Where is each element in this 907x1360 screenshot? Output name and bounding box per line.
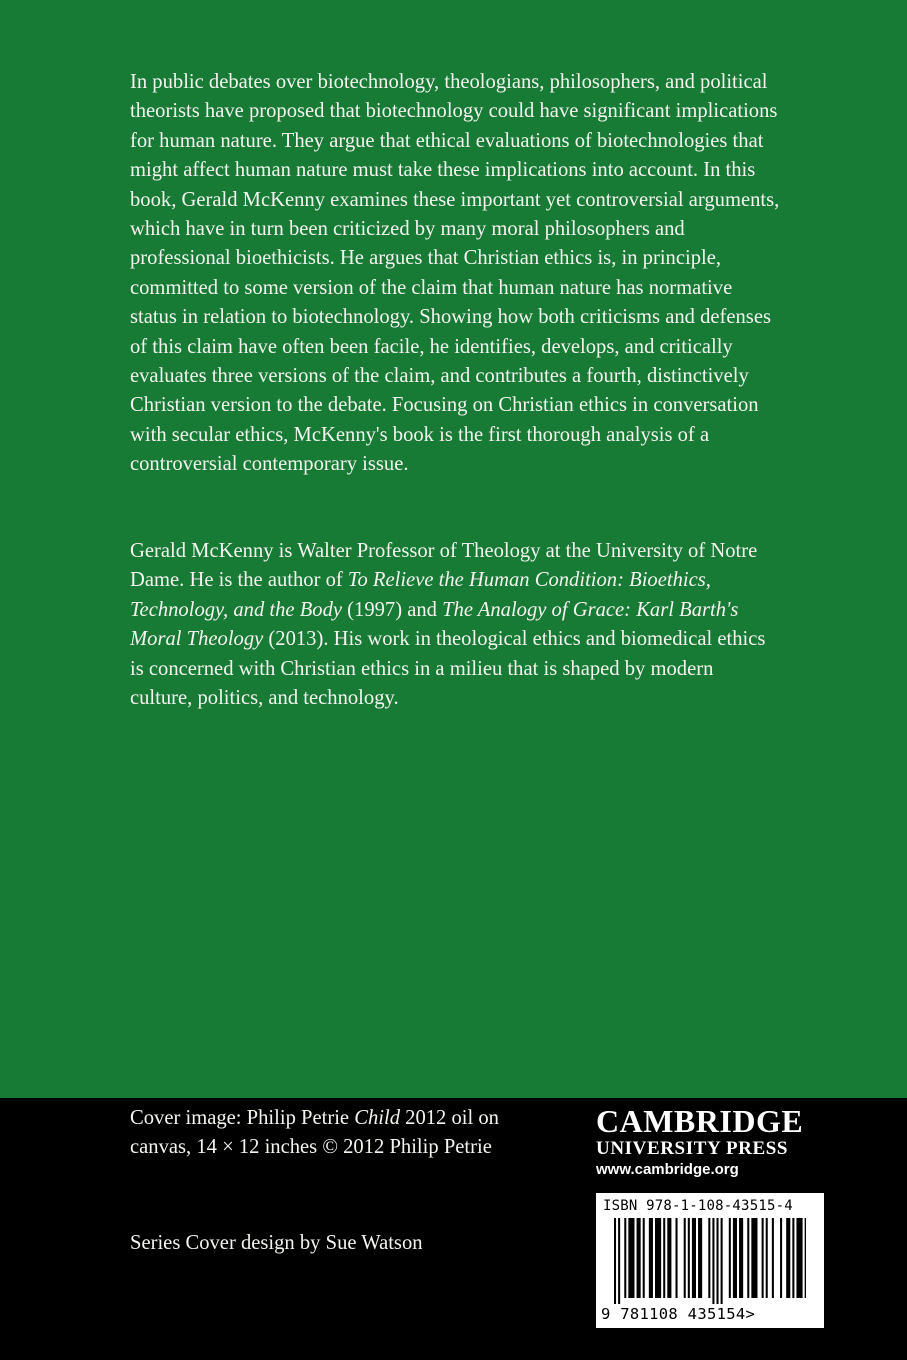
publisher-url: www.cambridge.org [596, 1161, 739, 1178]
barcode-bar [624, 1218, 626, 1298]
barcode-bar [667, 1218, 671, 1298]
barcode-bars [614, 1218, 806, 1304]
barcode-bar [733, 1218, 737, 1298]
artwork-title: Child [354, 1107, 400, 1129]
barcode-bar [708, 1218, 710, 1298]
cover-credit-text-1: Cover image: Philip Petrie [130, 1107, 355, 1129]
barcode-quiet-zone-marker: > [745, 1305, 756, 1323]
book-title-1: To Relieve the Human Condition: Bioethics, Technology, and the Body [130, 569, 711, 621]
isbn-barcode [596, 1193, 824, 1328]
author-bio [130, 537, 780, 713]
barcode-bar [766, 1218, 768, 1298]
barcode-bar [772, 1218, 774, 1298]
barcode-bar [739, 1218, 743, 1298]
book-description: In public debates over biotechnology, theologians, philosophers, and political theorists have proposed that biotechnology could have significant implications for human nature. They argue that ethical evaluations of biotechnologies that might affect human nature must take these implications into account. In this book, Gerald McKenny examines these important yet controversial arguments, which have in turn been criticized by many moral philosophers and professional bioethicists. He argues that Christian ethics is, in principle, committed to some version of the claim that human nature has normative status in relation to biotechnology. Showing how both criticisms and defenses of this claim have often been facile, he identifies, develops, and critically evaluates three versions of the claim, and contributes a fourth, distinctively Christian version to the debate. Focusing on Christian ethics in conversation with secular ethics, McKenny's book is the first thorough analysis of a controversial contemporary issue. [130, 71, 780, 476]
barcode-bar [676, 1218, 678, 1298]
author-bio-text-3: (2013). His work in theological ethics and biomedical ethics is concerned with Christian ethics in a milieu that is shaped by modern culture, politics, and technology. [130, 628, 766, 710]
barcode-bar [614, 1218, 616, 1304]
barcode-bar [717, 1218, 719, 1304]
barcode-bar [643, 1218, 645, 1298]
barcode-bar [729, 1218, 731, 1298]
barcode-bar [780, 1218, 782, 1298]
book-title-2: The Analogy of Grace: Karl Barth's Moral Theology [130, 598, 739, 651]
barcode-bar [786, 1218, 790, 1298]
publisher-name-line2: UNIVERSITY PRESS [596, 1138, 789, 1159]
barcode-bar [655, 1218, 661, 1298]
barcode-bar [805, 1218, 806, 1298]
author-bio-text-1: Gerald McKenny is Walter Professor of Theology at the University of Notre Dame. He is the author of [130, 540, 758, 592]
barcode-bar [792, 1218, 794, 1298]
barcode-bar [712, 1218, 714, 1304]
cover-credit-text-2: 2012 oil on canvas, 14 × 12 inches © 2012 Philip Petrie [130, 1107, 499, 1159]
barcode-bar [796, 1218, 802, 1298]
barcode-bar [649, 1218, 653, 1298]
barcode-bar [747, 1218, 749, 1298]
publisher-name-line1: CAMBRIDGE [596, 1103, 804, 1139]
author-bio-text-2: (1997) and [342, 598, 443, 621]
barcode-bar [721, 1218, 723, 1304]
isbn-label: ISBN 978-1-108-43515-4 [603, 1198, 793, 1214]
barcode-digits: 9 781108 435154 [601, 1305, 746, 1323]
barcode-bar [618, 1218, 620, 1304]
barcode-bar [698, 1218, 702, 1298]
cover-design-credit: Series Cover design by Sue Watson [130, 1232, 423, 1254]
barcode-bar [684, 1218, 686, 1298]
barcode-bar [692, 1218, 696, 1298]
barcode-bar [688, 1218, 690, 1298]
barcode-bar [762, 1218, 764, 1298]
cover-image-credit [130, 1104, 550, 1163]
barcode-bar [751, 1218, 757, 1298]
barcode-bar [637, 1218, 641, 1298]
barcode-bar [663, 1218, 665, 1298]
barcode-bar [628, 1218, 634, 1298]
publisher-logo [596, 1104, 826, 1180]
barcode-number [601, 1305, 755, 1323]
